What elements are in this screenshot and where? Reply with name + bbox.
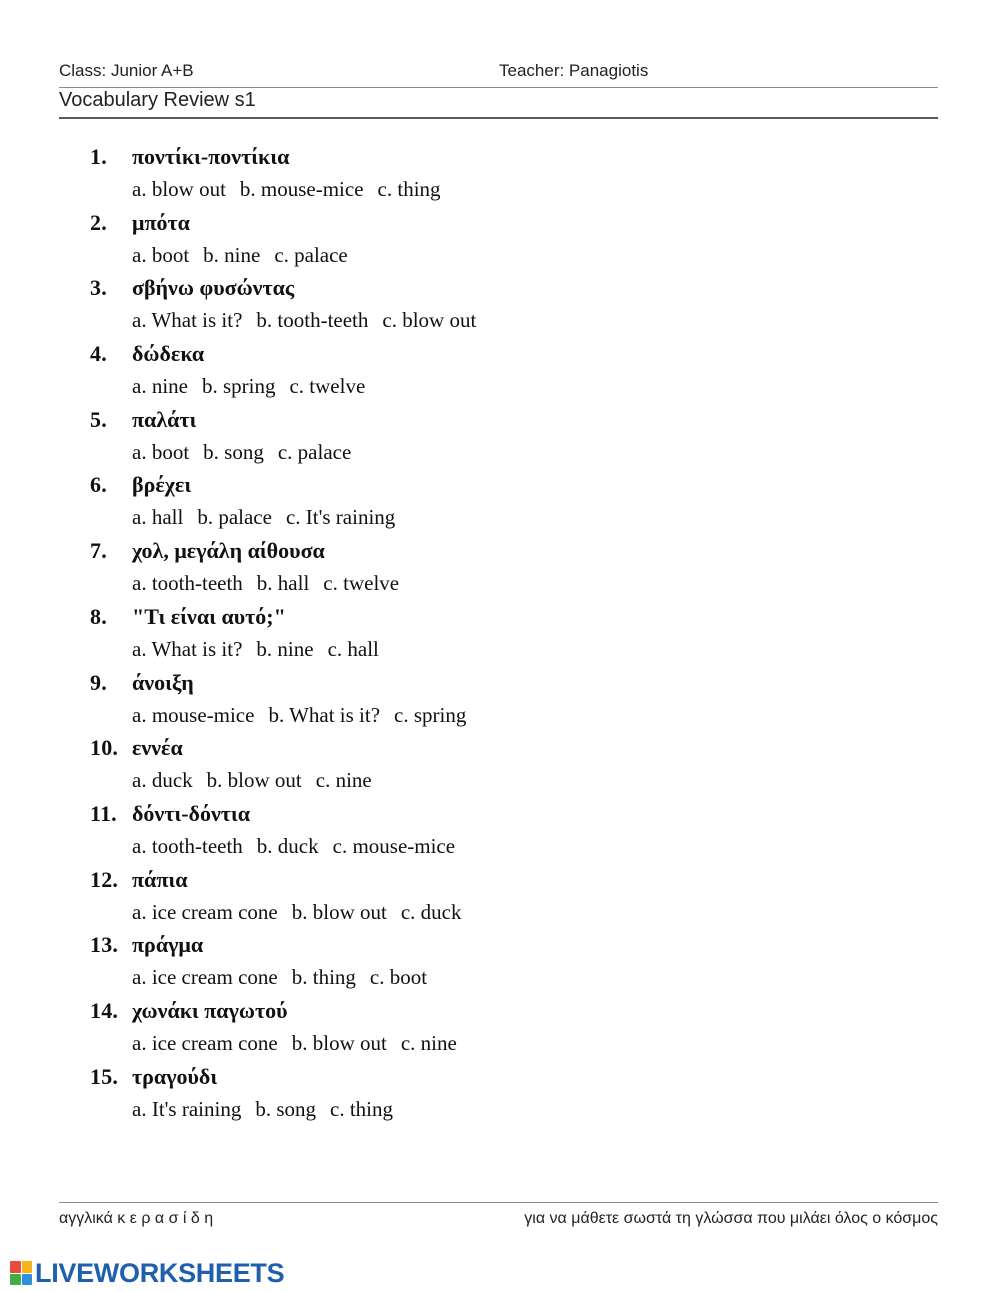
answer-options [132,1031,471,1056]
answer-options [132,440,365,465]
question-number: 12. [90,866,119,892]
answer-option[interactable]: a. ice cream cone [132,899,278,924]
question-number: 14. [90,997,119,1023]
answer-option[interactable]: a. It's raining [132,1096,242,1121]
class-label: Class: Junior A+B [59,61,194,80]
answer-option[interactable]: a. tooth-teeth [132,571,243,596]
answer-option[interactable]: c. It's raining [285,505,396,530]
answer-options [132,768,386,793]
question-word: "Τι είναι αυτό;" [132,603,286,629]
question-number: 7. [90,538,107,564]
answer-option[interactable]: a. boot [132,439,190,464]
answer-option[interactable]: c. palace [277,439,352,464]
answer-options [132,637,393,662]
answer-option[interactable]: a. hall [132,505,184,530]
answer-options [132,900,475,925]
answer-option[interactable]: b. nine [256,636,314,661]
answer-option[interactable]: b. blow out [291,1030,387,1055]
answer-option[interactable]: b. thing [291,965,356,990]
answer-option[interactable]: a. blow out [132,177,226,201]
worksheet-header [59,61,938,81]
answer-option[interactable]: b. song [255,1096,317,1121]
answer-option[interactable]: b. song [203,439,264,464]
question-word: άνοιξη [132,669,194,695]
answer-option[interactable]: b. nine [203,242,261,267]
question-word: χολ, μεγάλη αίθουσα [132,538,325,564]
answer-option[interactable]: c. nine [400,1030,457,1055]
answer-option[interactable]: a. ice cream cone [132,965,278,990]
answer-options [132,308,490,333]
answer-option[interactable]: c. boot [369,965,428,990]
liveworksheets-logo-icon [10,1261,32,1285]
page-title: Vocabulary Review s1 [59,89,256,111]
answer-option[interactable]: a. boot [132,242,190,267]
question-word: δώδεκα [132,341,205,367]
question-number: 11. [90,800,117,826]
answer-option[interactable]: a. mouse-mice [132,702,255,727]
answer-option[interactable]: b. blow out [291,899,387,924]
question-word: βρέχει [132,472,192,498]
answer-option[interactable]: a. ice cream cone [132,1030,278,1055]
answer-options [132,505,409,530]
question-word: παλάτι [132,406,197,432]
answer-option[interactable]: c. blow out [382,308,477,333]
question-number: 3. [90,275,107,301]
answer-option[interactable]: a. What is it? [132,308,243,333]
liveworksheets-brand[interactable] [10,1259,284,1287]
question-word: μπότα [132,209,190,235]
question-word: χωνάκι παγωτού [132,997,288,1023]
footer-left-text: αγγλικά κ ε ρ α σ ί δ η [59,1210,214,1227]
answer-option[interactable]: c. mouse-mice [332,833,456,858]
brand-text: LIVEWORKSHEETS [35,1257,285,1288]
answer-option[interactable]: c. twelve [289,374,366,399]
answer-options [132,834,469,859]
teacher-label: Teacher: Panagiotis [499,61,649,80]
question-word: τραγούδι [132,1063,218,1089]
question-number: 8. [90,603,107,629]
answer-option[interactable]: b. hall [256,571,310,596]
answer-option[interactable]: c. nine [315,768,372,793]
question-word: πάπια [132,866,188,892]
answer-options [132,1097,407,1122]
question-word: ποντίκι-ποντίκια [132,144,290,169]
question-word: σβήνω φυσώντας [132,275,295,301]
answer-option[interactable]: c. hall [327,636,379,661]
answer-option[interactable]: b. mouse-mice [239,177,364,201]
answer-options [132,703,480,728]
answer-option[interactable]: b. spring [201,374,276,399]
answer-option[interactable]: c. twelve [323,571,400,596]
question-number: 10. [90,735,119,761]
title-divider [59,117,938,119]
question-word: εννέα [132,735,183,761]
answer-option[interactable]: b. blow out [206,768,302,793]
answer-option[interactable]: a. nine [132,374,188,399]
answer-option[interactable]: a. What is it? [132,636,243,661]
answer-option[interactable]: b. palace [197,505,272,530]
answer-option[interactable]: a. tooth-teeth [132,833,243,858]
answer-option[interactable]: a. duck [132,768,193,793]
answer-options [132,177,455,202]
answer-option[interactable]: c. palace [274,242,348,267]
answer-option[interactable]: b. What is it? [268,702,381,727]
answer-option[interactable]: b. tooth-teeth [256,308,369,333]
question-number: 5. [90,406,107,432]
answer-option[interactable]: c. spring [394,702,467,727]
question-word: δόντι-δόντια [132,800,251,826]
answer-option[interactable]: c. thing [330,1096,394,1121]
answer-options [132,243,362,268]
question-number: 4. [90,341,107,367]
question-number: 15. [90,1063,119,1089]
question-number: 2. [90,209,107,235]
answer-options [132,965,441,990]
question-number: 13. [90,932,119,958]
header-divider [59,87,938,88]
question-number: 6. [90,472,107,498]
footer-right-text: για να μάθετε σωστά τη γλώσσα που μιλάει όλος ο κόσμος [524,1210,938,1227]
answer-option[interactable]: c. thing [377,177,441,201]
question-word: πράγμα [132,932,204,958]
answer-options [132,374,379,399]
answer-option[interactable]: c. duck [400,899,462,924]
footer-divider [59,1202,938,1203]
question-number: 9. [90,669,107,695]
answer-option[interactable]: b. duck [256,833,319,858]
question-number: 1. [90,144,107,169]
answer-options [132,571,413,596]
